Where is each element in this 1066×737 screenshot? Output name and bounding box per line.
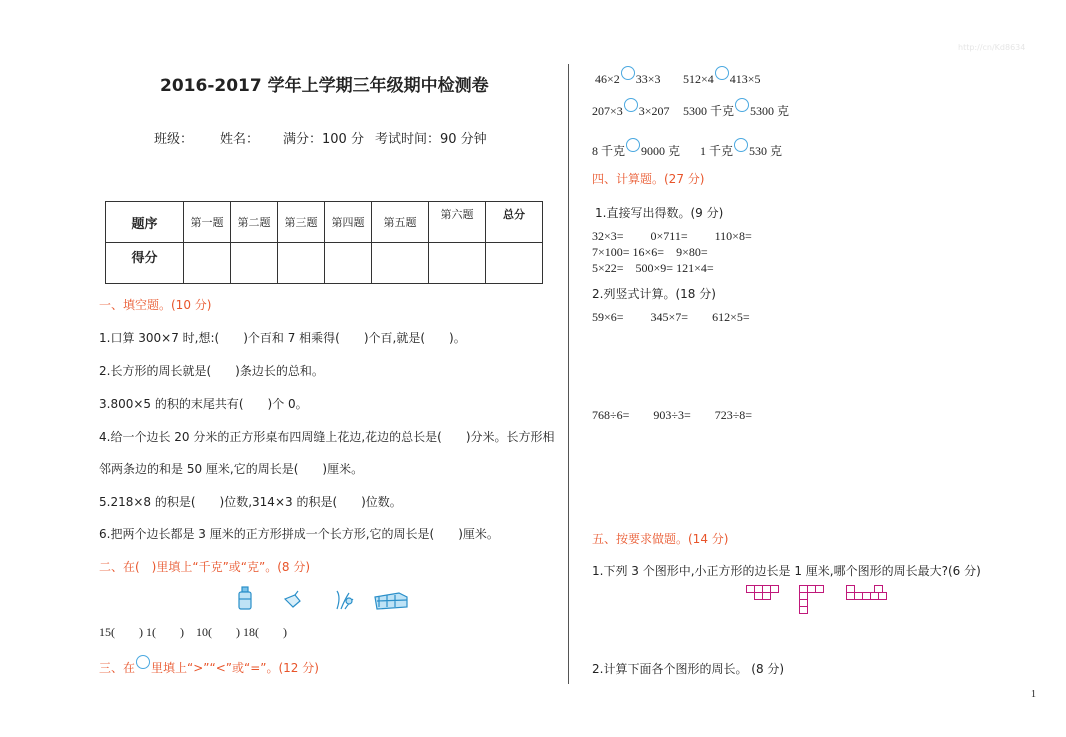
score-cell[interactable]	[325, 243, 372, 284]
exam-time-label: 考试时间：90 分钟	[375, 132, 487, 147]
compare-row3a	[592, 138, 680, 159]
section1-q4b: 邻两条边的和是 50 厘米,它的周长是( )厘米。	[99, 462, 364, 476]
compare-left: 207×3	[592, 104, 623, 118]
mental-math-line2: 7×100= 16×6= 9×80=	[592, 245, 708, 259]
score-table-col: 第三题	[278, 202, 325, 243]
compare-left: 5300 千克	[683, 104, 735, 118]
circle-icon	[136, 655, 150, 669]
section2-answers: 15( ) 1( ) 10( ) 18( )	[99, 625, 287, 639]
watermark: http://cn/Kd8634	[958, 43, 1026, 52]
sofa-icon	[375, 593, 407, 609]
name-label: 姓名：	[220, 132, 260, 147]
compare-circle[interactable]	[624, 98, 638, 112]
compare-circle[interactable]	[621, 66, 635, 80]
compare-left: 8 千克	[592, 144, 626, 158]
score-table-col: 第一题	[184, 202, 231, 243]
compare-circle[interactable]	[735, 98, 749, 112]
section5-q1: 1.下列 3 个图形中,小正方形的边长是 1 厘米,哪个图形的周长最大?(6 分)	[592, 564, 981, 578]
score-table-row2-label: 得分	[106, 243, 184, 284]
score-table-col: 第四题	[325, 202, 372, 243]
section1-heading: 一、填空题。(10 分)	[99, 298, 212, 312]
section4-heading: 四、计算题。(27 分)	[592, 172, 705, 186]
score-table	[105, 201, 543, 284]
section5-q2: 2.计算下面各个图形的周长。 (8 分)	[592, 662, 785, 676]
plant-icon	[337, 591, 353, 609]
score-cell[interactable]	[486, 243, 543, 284]
compare-right: 9000 克	[641, 144, 681, 158]
score-cell[interactable]	[231, 243, 278, 284]
section3-heading-pre: 三、在	[99, 661, 136, 675]
compare-left: 1 千克	[700, 144, 734, 158]
score-cell[interactable]	[278, 243, 325, 284]
section2-heading: 二、在( )里填上“千克”或“克”。(8 分)	[99, 560, 311, 574]
object-pictures	[237, 585, 412, 613]
compare-right: 3×207	[638, 104, 670, 118]
page-title: 2016-2017 学年上学期三年级期中检测卷	[160, 76, 489, 96]
section4-sub2: 2.列竖式计算。(18 分)	[592, 287, 716, 301]
score-cell[interactable]	[429, 243, 486, 284]
compare-row1a	[595, 66, 661, 87]
compare-right: 530 克	[749, 144, 783, 158]
section3-heading	[99, 655, 319, 676]
class-label: 班级：	[154, 132, 194, 147]
score-table-col-total: 总分	[486, 202, 543, 243]
compare-left: 512×4	[683, 72, 714, 86]
section1-q4a: 4.给一个边长 20 分米的正方形桌布四周缝上花边,花边的总长是( )分米。长方形相	[99, 430, 555, 444]
score-table-col: 第二题	[231, 202, 278, 243]
compare-row2b	[683, 98, 789, 119]
vertical-calc-line1: 59×6= 345×7= 612×5=	[592, 310, 750, 324]
compare-row3b	[700, 138, 782, 159]
score-cell[interactable]	[372, 243, 429, 284]
page-number: 1	[1031, 689, 1036, 700]
score-cell[interactable]	[184, 243, 231, 284]
column-divider	[568, 64, 569, 684]
pigeon-icon	[285, 591, 300, 607]
mental-math-line3: 5×22= 500×9= 121×4=	[592, 261, 714, 275]
score-table-col: 第五题	[372, 202, 429, 243]
section1-q3: 3.800×5 的积的末尾共有( )个 0。	[99, 397, 308, 411]
section1-q1: 1.口算 300×7 时,想:( )个百和 7 相乘得( )个百,就是( )。	[99, 331, 466, 345]
section4-sub1: 1.直接写出得数。(9 分)	[595, 206, 724, 220]
vertical-calc-line2: 768÷6= 903÷3= 723÷8=	[592, 408, 753, 422]
section5-heading: 五、按要求做题。(14 分)	[592, 532, 729, 546]
section3-heading-post: 里填上“>”“<”或“=”。(12 分)	[151, 661, 319, 675]
compare-right: 5300 克	[750, 104, 790, 118]
compare-circle[interactable]	[715, 66, 729, 80]
full-score-label: 满分：100 分	[283, 132, 364, 147]
section1-q6: 6.把两个边长都是 3 厘米的正方形拼成一个长方形,它的周长是( )厘米。	[99, 527, 499, 541]
section1-q5: 5.218×8 的积是( )位数,314×3 的积是( )位数。	[99, 495, 402, 509]
compare-circle[interactable]	[626, 138, 640, 152]
score-table-col: 第六题	[429, 202, 486, 243]
section1-q2: 2.长方形的周长就是( )条边长的总和。	[99, 364, 324, 378]
compare-right: 413×5	[729, 72, 761, 86]
compare-row2a	[592, 98, 670, 119]
bottle-icon	[239, 587, 251, 609]
compare-circle[interactable]	[734, 138, 748, 152]
compare-right: 33×3	[635, 72, 661, 86]
mental-math-line1: 32×3= 0×711= 110×8=	[592, 229, 752, 243]
compare-row1b	[683, 66, 761, 87]
score-table-row1-label: 题序	[106, 202, 184, 243]
compare-left: 46×2	[595, 72, 620, 86]
